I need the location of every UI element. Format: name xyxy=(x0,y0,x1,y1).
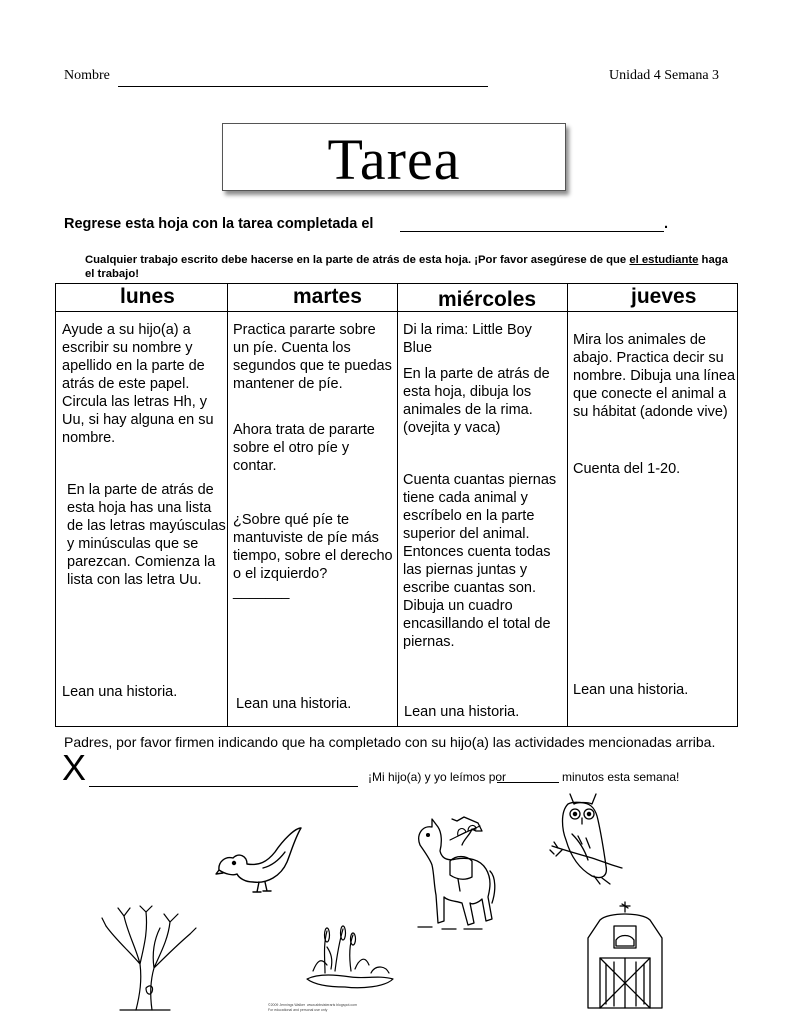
header-divider xyxy=(56,311,737,312)
column-divider xyxy=(397,284,398,726)
tree-icon xyxy=(100,904,200,1012)
return-note-end: . xyxy=(664,216,669,232)
return-date-line[interactable] xyxy=(400,231,664,232)
lunes-task-2: En la parte de atrás de esta hoja has una lista de las letras mayúsculas y minúsculas que se parezcan. Comienza la lista con las letra Uu. xyxy=(67,482,226,588)
day-header-martes: martes xyxy=(293,285,362,308)
day-header-lunes: lunes xyxy=(120,285,175,308)
pond-icon xyxy=(305,925,397,993)
day-header-miercoles: miércoles xyxy=(438,288,537,311)
signature-x: X xyxy=(62,747,87,788)
leaves-icon xyxy=(448,822,482,844)
parents-note: Padres, por favor firmen indicando que ha completado con su hijo(a) las actividades mencionadas arriba. xyxy=(64,734,716,750)
note-part3: haga el trabajo! xyxy=(85,254,728,280)
lunes-task-1: Ayude a su hijo(a) a escribir su nombre y apellido en la parte de atrás de este papel. Circula las letras Hh, y Uu, si hay alguna en su nombre. xyxy=(62,322,214,446)
jueves-task-2: Cuenta del 1-20. xyxy=(573,461,681,477)
miercoles-task-3: Cuenta cuantas piernas tiene cada animal y escríbelo en la parte superior del animal. Entonces cuenta todas las piernas juntas y escribe cuantas son. Dibuja un cuadro encasillando el total de piernas. xyxy=(403,472,557,650)
martes-task-1: Practica pararte sobre un píe. Cuenta los segundos que te puedas mantener de píe. xyxy=(233,322,392,392)
page-title: Tarea xyxy=(327,127,461,192)
clipart-credit: ©2009 Jennings Walker www.abbsisteraris blogspot.com For educational and personal use only xyxy=(268,1003,358,1012)
signature-line[interactable] xyxy=(89,786,358,787)
written-work-note xyxy=(85,253,735,281)
name-label: Nombre xyxy=(64,68,110,83)
name-line[interactable] xyxy=(118,86,488,87)
day-header-jueves: jueves xyxy=(631,285,697,308)
martes-task-2: Ahora trata de pararte sobre el otro píe y contar. xyxy=(233,422,375,474)
minutes-line[interactable] xyxy=(497,782,559,783)
miercoles-task-4: Lean una historia. xyxy=(404,704,520,720)
jueves-task-1: Mira los animales de abajo. Practica decir su nombre. Dibuja una línea que conecte el animal a su hábitat (adonde vive) xyxy=(573,332,736,420)
martes-task-3: ¿Sobre qué píe te mantuviste de píe más tiempo, sobre el derecho o el izquierdo? xyxy=(233,512,393,582)
unit-label: Unidad 4 Semana 3 xyxy=(609,68,720,83)
owl-icon xyxy=(548,790,624,886)
minutes-note-tail: minutos esta semana! xyxy=(562,770,680,784)
martes-answer-line[interactable]: _______ xyxy=(233,584,290,600)
minutes-note: ¡Mi hijo(a) y yo leímos por xyxy=(368,770,507,784)
duck-icon xyxy=(215,822,305,894)
column-divider xyxy=(227,284,228,726)
note-part2: el estudiante xyxy=(629,254,699,266)
jueves-task-3: Lean una historia. xyxy=(573,682,689,698)
title-box xyxy=(222,123,566,191)
homework-table xyxy=(55,283,738,727)
miercoles-task-1: Di la rima: Little Boy Blue xyxy=(403,322,532,356)
miercoles-task-2: En la parte de atrás de esta hoja, dibuja los animales de la rima. (ovejita y vaca) xyxy=(403,366,550,436)
note-part1: Cualquier trabajo escrito debe hacerse en la parte de atrás de esta hoja. ¡Por favor asegúrese de que xyxy=(85,254,630,266)
barn-icon xyxy=(584,900,666,1012)
return-note: Regrese esta hoja con la tarea completada el xyxy=(64,216,374,232)
lunes-task-3: Lean una historia. xyxy=(62,684,178,700)
martes-task-4: Lean una historia. xyxy=(236,696,352,712)
column-divider xyxy=(567,284,568,726)
